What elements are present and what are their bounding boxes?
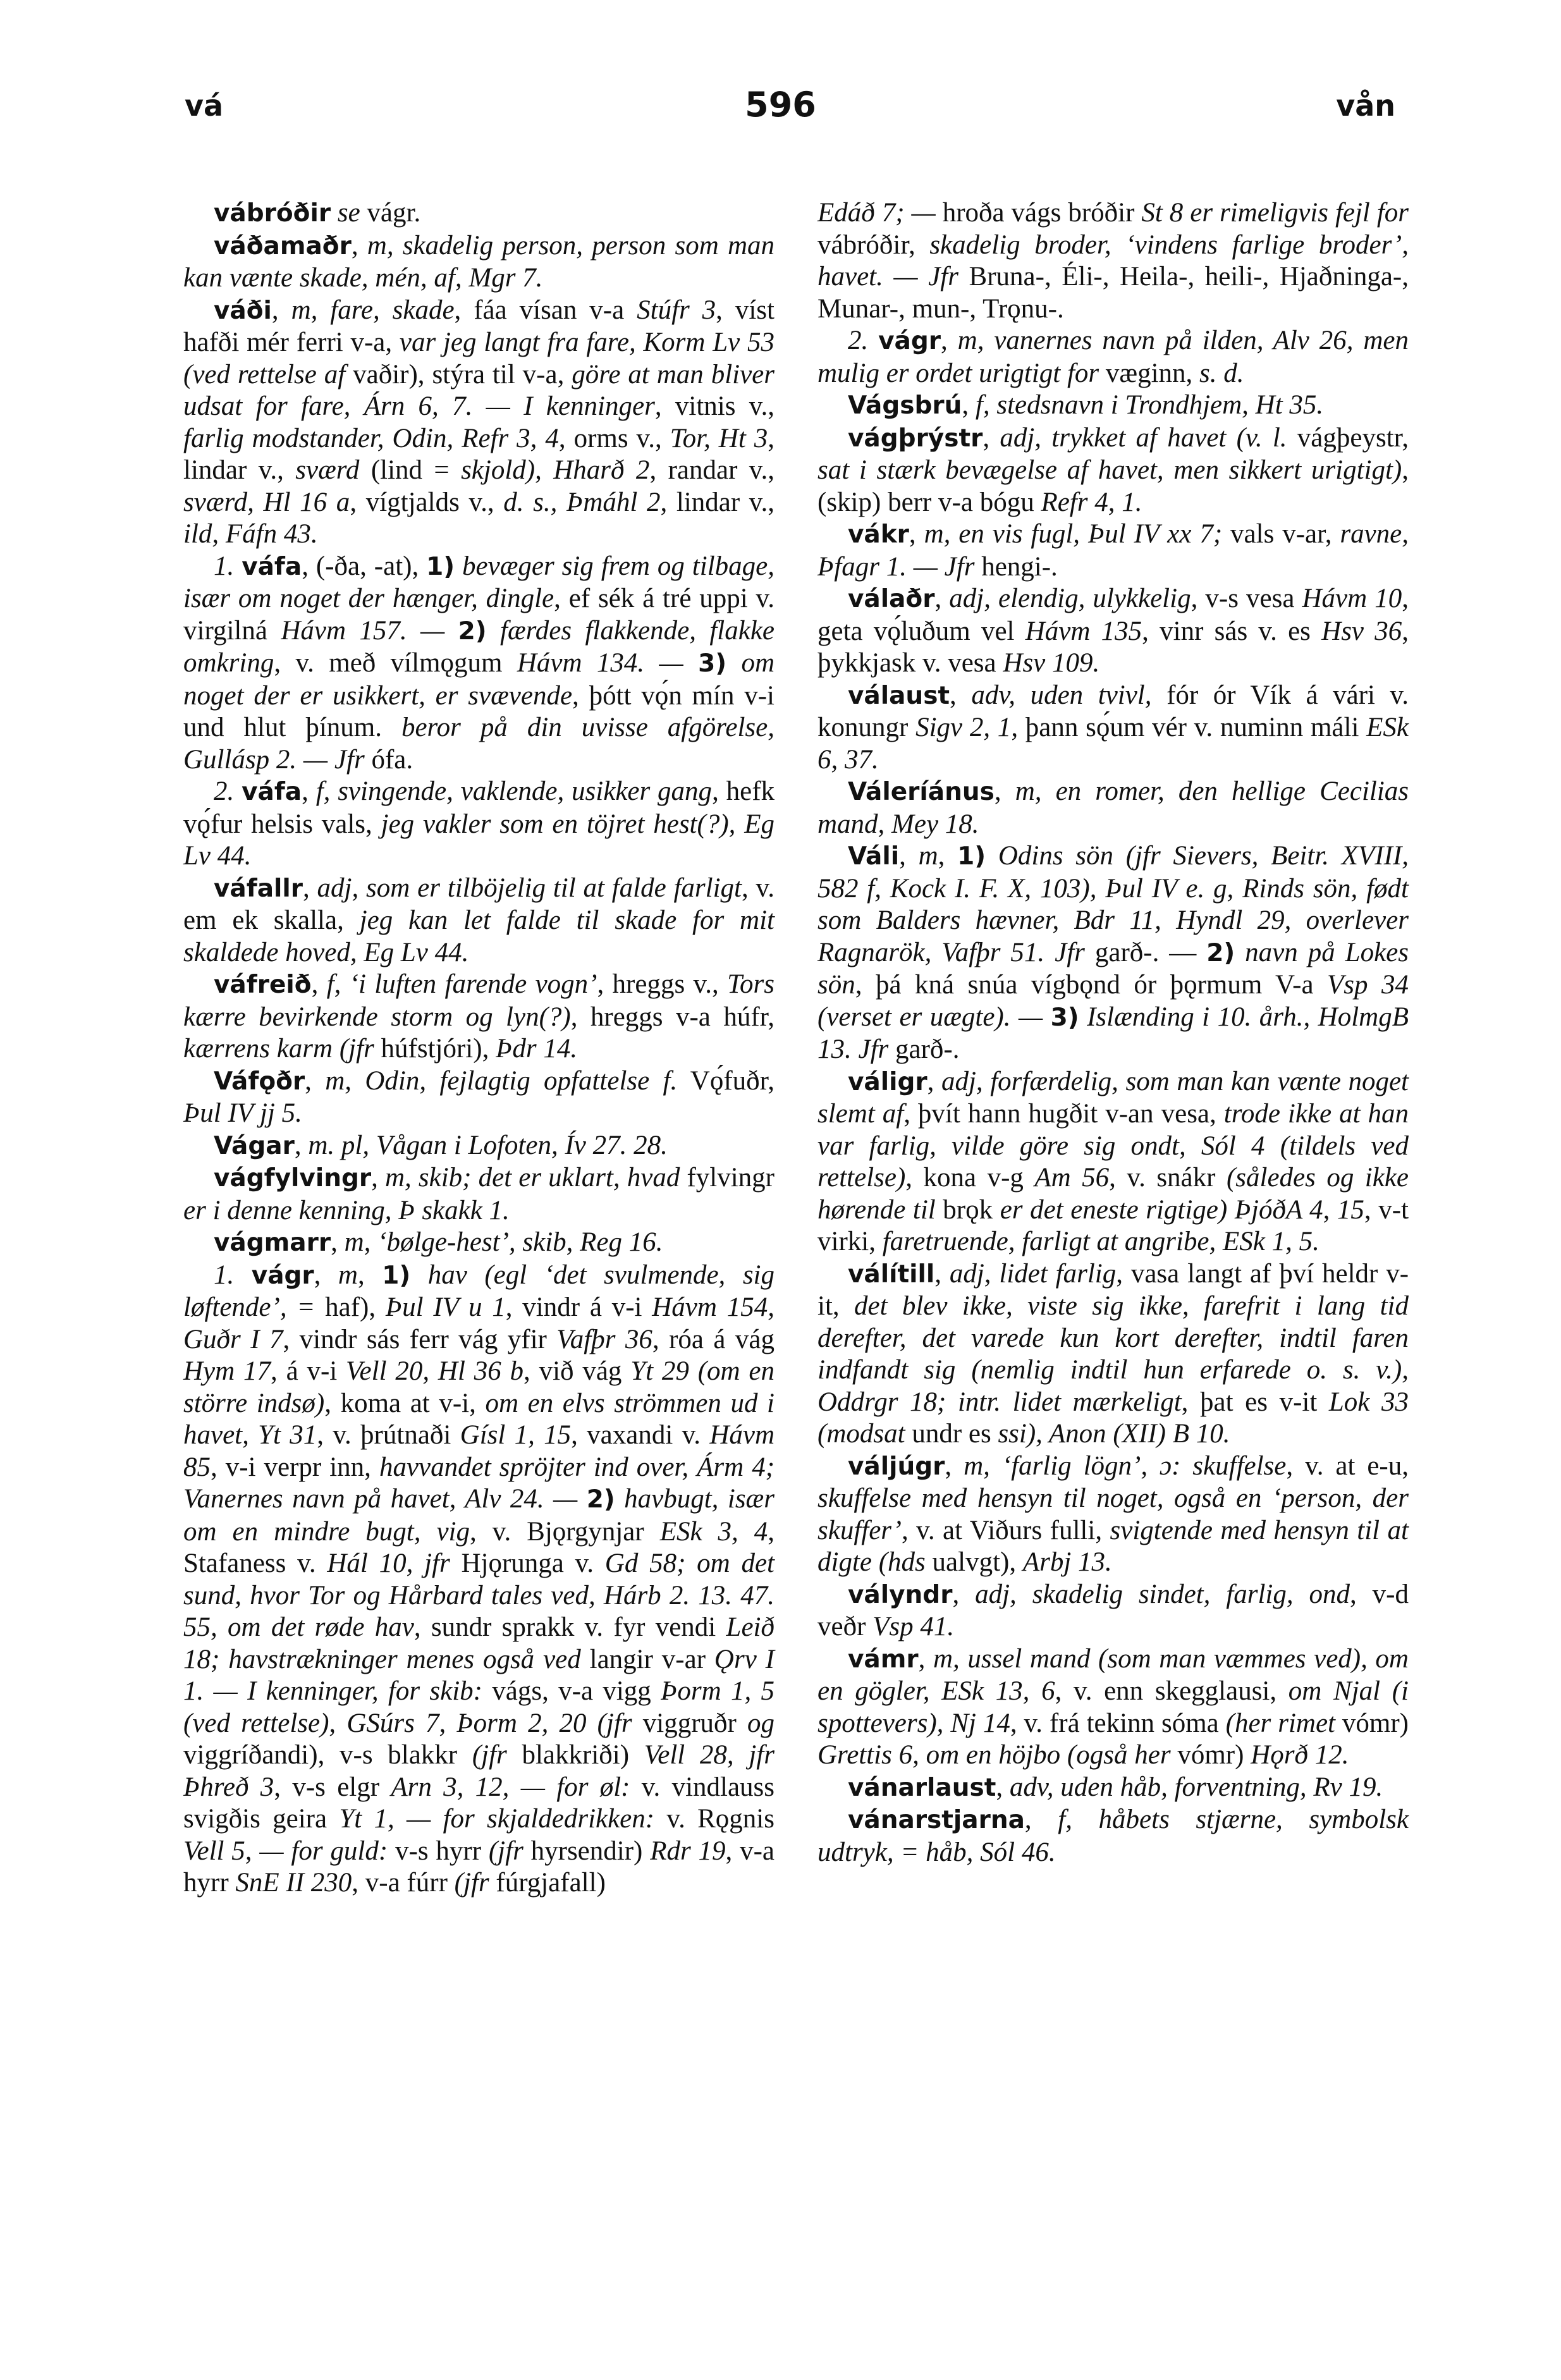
roman-text: viggríðandi), v-s blakkr	[183, 1740, 472, 1770]
italic-text: adj, skadelig sindet, farlig, ond	[975, 1579, 1350, 1609]
italic-text: m	[338, 1260, 358, 1290]
italic-text: beror på din uvisse afgörelse, Gullásp 2. — Jfr	[183, 713, 774, 775]
page-number: 596	[745, 85, 816, 125]
italic-text: St 8 er rimeligvis fejl for	[1141, 198, 1409, 228]
italic-text: Vsp 41.	[872, 1612, 955, 1641]
roman-text: , hreggs v.,	[597, 969, 728, 999]
roman-text: undr es	[905, 1419, 998, 1449]
roman-text: , vindr sás ferr vág yfir	[283, 1324, 557, 1354]
roman-text: , þvít hann hugðit v-an vesa,	[903, 1099, 1224, 1129]
roman-text: , Stafaness v.	[183, 1516, 774, 1578]
italic-text: adj, elendig, ulykkelig	[949, 584, 1191, 613]
italic-text: navn på Lokes sön	[817, 937, 1409, 1000]
roman-text: vómr)	[1170, 1740, 1251, 1770]
dictionary-entry	[817, 1451, 1409, 1579]
italic-text: adj, trykket af havet (v. l.	[1000, 422, 1287, 453]
italic-text: faretruende, farligt at angribe, ESk 1, 5.	[882, 1227, 1319, 1256]
headword: 2)	[458, 616, 487, 646]
italic-text: Stúfr 3	[637, 295, 716, 325]
italic-text: ESk 3, 4	[659, 1516, 768, 1547]
headword: vágþrýstr	[848, 424, 983, 453]
roman-text: , v-d veðr	[817, 1579, 1409, 1641]
italic-text: ESk 6, 37.	[817, 713, 1409, 775]
roman-text: , vinr sás v. es	[1142, 616, 1322, 646]
headword: Vágar	[214, 1131, 295, 1160]
roman-text: ualvgt),	[925, 1547, 1023, 1577]
dictionary-entry	[183, 230, 774, 295]
italic-text: Vsp 34 (verset er uægte). —	[817, 970, 1409, 1032]
italic-text: Rdr 19	[650, 1836, 726, 1866]
headword: váðamaðr	[214, 231, 352, 261]
dictionary-entry	[817, 325, 1409, 390]
roman-text: , v-i verpr inn,	[211, 1452, 379, 1482]
roman-text: , v-a fúrr	[352, 1868, 455, 1898]
italic-text: f, stedsnavn i Trondhjem, Ht 35.	[975, 390, 1324, 420]
headword: váfa	[242, 552, 302, 581]
italic-text: bevæger sig frem og tilbage, især om noget der hænger, dingle	[183, 551, 774, 613]
roman-text: ,	[311, 969, 327, 999]
roman-text: Hjǫrunga v.	[450, 1549, 605, 1578]
italic-text: Hávm 85	[183, 1420, 775, 1482]
roman-text: , randar v.,	[649, 455, 774, 485]
dictionary-entry	[817, 583, 1409, 680]
roman-text: , fáa vísan v-a	[454, 295, 637, 325]
italic-text: Refr 4, 1.	[1041, 487, 1142, 517]
italic-text: adv, uden tvivl,	[971, 680, 1152, 710]
roman-text: ,	[934, 584, 950, 613]
italic-text: jeg kan let falde til skade for mit skaldede hoved, Eg Lv 44.	[183, 905, 774, 967]
italic-text: Þdr 14.	[496, 1034, 578, 1064]
roman-text: brǫk	[935, 1194, 1000, 1225]
roman-text: ,	[994, 776, 1015, 806]
headword: Váleríánus	[848, 778, 995, 806]
headword: vábróðir	[214, 199, 331, 228]
roman-text: Bruna-, Éli-, Heila-, heili-, Hjaðninga-, Munar-, mun-, Trǫnu-.	[817, 262, 1409, 324]
italic-text: var jeg langt fra fare, Korm Lv 53 (ved rettelse af	[183, 328, 774, 390]
italic-text: havvandet spröjter ind over, Árm 4; Vanernes navn på havet, Alv 24. —	[183, 1452, 775, 1514]
headword: vánarstjarna	[848, 1806, 1025, 1834]
roman-text: , róa á vág	[652, 1324, 774, 1354]
roman-text: garð-. —	[1084, 937, 1207, 967]
roman-text: , þá kná snúa vígbǫnd ór þǫrmum V-a	[855, 970, 1328, 1000]
italic-text: Tors kærre bevirkende storm og lyn(?)	[183, 969, 774, 1032]
headword: 3)	[698, 649, 727, 678]
italic-text: s. d.	[1199, 358, 1244, 388]
headword: válítill	[848, 1260, 935, 1289]
italic-text: sværd, Hl 16 a	[183, 487, 350, 517]
italic-text: Hávm 134. —	[517, 648, 699, 678]
roman-text: haf),	[315, 1292, 386, 1322]
roman-text: , hefk vǫ́fur helsis vals,	[183, 776, 775, 839]
dictionary-entry	[817, 390, 1409, 422]
roman-text: ,	[271, 295, 291, 325]
roman-text: , orms v.,	[558, 423, 670, 453]
italic-text: m, en romer, den hellige Cecilias mand, Mey 18.	[817, 776, 1409, 839]
roman-text: fór ór Vík á vári v. konungr	[817, 680, 1409, 742]
roman-text: , vígtjalds v.,	[350, 487, 504, 517]
italic-text: Edáð 7; —	[817, 198, 943, 228]
italic-text: Hávm 10	[1302, 584, 1402, 613]
italic-text: Tor, Ht 3	[670, 423, 768, 453]
italic-text: m, ‘farlig lögn’, ɔ: skuffelse	[964, 1451, 1287, 1481]
roman-text: , víst hafði mér ferri v-a,	[183, 295, 774, 357]
italic-text: sværd	[295, 455, 360, 485]
roman-text: , v. snákr	[1109, 1163, 1227, 1193]
right-column	[817, 197, 1409, 1868]
roman-text: , v. em ek skalla,	[183, 873, 774, 935]
roman-text: , hreggs v-a húfr,	[570, 1002, 774, 1032]
italic-text: (her rimet	[1225, 1708, 1335, 1738]
dictionary-entry	[183, 1227, 774, 1260]
roman-text: (lind =	[359, 455, 462, 485]
italic-text: skuffelse med hensyn til noget, også en ‘person, der skuffer’	[817, 1483, 1409, 1545]
italic-text: m, Odin, fejlagtig opfattelse f.	[325, 1065, 678, 1096]
italic-text: adj, som er tilböjelig til at falde farligt	[317, 873, 742, 903]
italic-text: Vell 28, jfr Þhreð 3	[183, 1740, 774, 1802]
roman-text: ,	[351, 230, 367, 261]
roman-text: , v. með vílmǫgum	[274, 648, 517, 678]
roman-text: , (-ða, -at),	[302, 551, 427, 581]
italic-text: om en elvs strömmen ud i havet, Yt 31	[183, 1388, 774, 1450]
roman-text: vaðir), stýra til v-a,	[345, 359, 572, 390]
roman-text: , þykkjask v. vesa	[817, 616, 1409, 678]
italic-text: (jfr	[454, 1868, 489, 1898]
italic-text: SnE II 230	[235, 1868, 352, 1898]
italic-text: adj, lidet farlig	[949, 1258, 1117, 1289]
dictionary-entry	[183, 1162, 774, 1227]
roman-text: blakkriði)	[506, 1740, 644, 1770]
headword: 2)	[1206, 938, 1235, 967]
dictionary-entry	[183, 295, 774, 551]
italic-text: Islænding i 10. årh., HolmgB 13. Jfr	[817, 1002, 1409, 1064]
italic-text: m, ussel mand (som man væmmes ved), om en gögler, ESk 13, 6	[817, 1643, 1409, 1706]
italic-text: farlig modstander, Odin, Refr 3, 4	[183, 423, 559, 453]
dictionary-entry	[183, 1260, 774, 1899]
roman-text: ,	[302, 776, 316, 806]
italic-text: kærrens karm (jfr	[183, 1034, 374, 1064]
italic-text: m. pl, Vågan i Lofoten, Ív 27. 28.	[308, 1130, 668, 1160]
roman-text: ófa.	[364, 744, 413, 775]
roman-text: , á v-i	[271, 1356, 346, 1386]
roman-text: , vasa langt af því heldr v-it,	[817, 1258, 1409, 1321]
roman-text: ,	[1024, 1805, 1058, 1834]
roman-text: ,	[294, 1130, 309, 1160]
roman-text: vómr)	[1335, 1708, 1409, 1738]
roman-text: , v. at Viðurs fulli,	[901, 1515, 1110, 1545]
headword: válaðr	[848, 585, 935, 613]
dictionary-entry	[183, 969, 774, 1065]
italic-text: svigtende med hensyn til at digte (hds	[817, 1515, 1409, 1577]
italic-text: Am 56	[1034, 1163, 1110, 1193]
dictionary-entry	[817, 422, 1409, 519]
dictionary-entry	[183, 1065, 774, 1130]
roman-text: , lindar v.,	[183, 423, 774, 485]
running-head-left: vá	[185, 89, 224, 123]
running-head-right: vån	[1336, 89, 1395, 123]
italic-text: adj, forfærdelig, som man kan vænte noget slemt af	[817, 1066, 1409, 1129]
dictionary-entry	[817, 1579, 1409, 1643]
dictionary-entry	[183, 551, 774, 776]
italic-text: f, håbets stjærne, symbolsk udtryk, = håb, Sól 46.	[817, 1805, 1409, 1867]
italic-text: (jfr	[472, 1740, 507, 1770]
dictionary-entry	[183, 197, 774, 230]
italic-text: göre at man bliver udsat for fare, Árn 6, 7. — I kenninger	[183, 359, 774, 421]
headword: 1)	[382, 1261, 411, 1290]
roman-text: vágr.	[360, 198, 421, 228]
roman-text: ,	[952, 1579, 976, 1609]
headword: 1)	[426, 552, 455, 581]
italic-text: adv, uden håb, forventning, Rv 19.	[1009, 1772, 1383, 1802]
headword: Vágsbrú	[848, 391, 962, 420]
roman-text: ,	[927, 1066, 941, 1096]
italic-text: Hávm 135	[1025, 616, 1142, 646]
headword: vágr	[878, 327, 941, 355]
headword: válaust	[848, 681, 950, 710]
headword: váljúgr	[848, 1452, 945, 1481]
headword: váligr	[848, 1067, 927, 1096]
italic-text: Gísl 1, 15	[460, 1420, 572, 1450]
roman-text: vábróðir,	[817, 230, 930, 260]
italic-text: ild, Fáfn 43.	[183, 519, 318, 549]
italic-text: Ǫrv I 1. — I kenninger, for skib:	[183, 1644, 774, 1706]
roman-text: , (skip) berr v-a bógu	[817, 455, 1409, 517]
roman-text: , koma at v-i,	[324, 1388, 486, 1418]
roman-text: ,	[945, 1451, 964, 1481]
roman-text: , kona v-g	[905, 1163, 1035, 1193]
roman-text: ,	[983, 422, 1000, 453]
headword: vágmarr	[214, 1229, 331, 1257]
italic-text: Yt 29 (om en större indsø)	[183, 1356, 774, 1418]
headword: 2)	[586, 1485, 615, 1514]
roman-text: ,	[314, 1260, 338, 1290]
italic-text: m, en vis fugl, Þul IV xx 7;	[924, 519, 1223, 549]
roman-text: , vindr á v-i	[505, 1292, 652, 1322]
roman-text: ,	[918, 1643, 933, 1674]
italic-text: Þul IV jj 5.	[183, 1098, 302, 1128]
roman-text: , v-t virki,	[817, 1194, 1409, 1256]
italic-text: sat i stærk bevægelse af havet, men sikkert urigtigt)	[817, 455, 1402, 485]
headword: 3)	[1050, 1003, 1079, 1032]
roman-text: ,	[962, 390, 976, 420]
italic-text: jeg vakler som en töjret hest(?), Eg Lv 44.	[183, 809, 774, 871]
dictionary-entry	[817, 1643, 1409, 1772]
roman-text: ,	[909, 519, 924, 549]
italic-text: Hsv 36	[1321, 616, 1402, 646]
italic-text: Þorm 1, 5 (ved rettelse), GSúrs 7, Þorm 2, 20 (jfr	[183, 1676, 774, 1738]
italic-text: og	[747, 1708, 774, 1738]
dictionary-entry	[817, 197, 1409, 325]
italic-text: m, skadelig person, person som man kan vænte skade, mén, af, Mgr 7.	[183, 230, 774, 293]
dictionary-entry	[817, 1066, 1409, 1258]
italic-text: m, ‘bølge-hest’, skib, Reg 16.	[344, 1227, 663, 1257]
roman-text: , v. at e-u,	[1286, 1451, 1409, 1481]
headword: vágfylvingr	[214, 1164, 372, 1193]
italic-text: Odins sön (jfr Sievers, Beitr. XVIII, 582 f, Kock I. F. X, 103), Þul IV e. g, Rinds sön, født som Balders hævner, Bdr 11, Hyndl 29, overlever Ragnarök, Vafþr 51. Jfr	[817, 841, 1409, 967]
roman-text: ,	[950, 680, 972, 710]
roman-text: v. vindlauss svigðis geira	[183, 1772, 775, 1834]
roman-text: ,	[303, 873, 317, 903]
roman-text: , sundr sprakk v. fyr vendi	[413, 1612, 726, 1642]
italic-text: 1.	[214, 1260, 252, 1290]
italic-text: havbugt, især om en mindre bugt, vig	[183, 1484, 774, 1547]
roman-text: , vitnis v.,	[654, 391, 774, 421]
roman-text: , geta vǫ́luðum vel	[817, 584, 1409, 646]
roman-text: , þat es v-it	[1181, 1387, 1329, 1417]
italic-text: Hsv 109.	[1003, 648, 1100, 678]
italic-text: Arn 3, 12, — for øl:	[391, 1772, 630, 1802]
italic-text: hav (egl ‘det svulmende, sig løftende’, =	[183, 1260, 774, 1322]
roman-text: vágs, v-a vigg	[482, 1676, 661, 1706]
headword: váfallr	[214, 874, 303, 903]
italic-text: ravne, Þfagr 1. — Jfr	[817, 519, 1409, 582]
dictionary-entry	[183, 1130, 774, 1163]
italic-text: f, ‘i luften farende vogn’	[326, 969, 597, 999]
italic-text: om Njal (i spottevers), Nj 14	[817, 1676, 1409, 1738]
dictionary-entry	[817, 1772, 1409, 1805]
roman-text: Vǫ́fuðr,	[677, 1065, 774, 1096]
roman-text: , v. frá tekinn sóma	[1010, 1708, 1226, 1738]
roman-text: hengi-.	[974, 551, 1058, 582]
italic-text: Sigv 2, 1	[915, 713, 1012, 742]
roman-text: fúrgjafall)	[489, 1868, 606, 1898]
italic-text: om noget der er usikkert, er svævende	[183, 648, 774, 711]
headword: váfa	[242, 778, 302, 806]
roman-text: ,	[371, 1163, 385, 1193]
roman-text: , þann sǫ́um vér v. numinn máli	[1011, 713, 1367, 742]
roman-text: ,	[938, 841, 958, 871]
italic-text: (således og ikke hørende til	[817, 1163, 1409, 1225]
headword: váði	[214, 296, 272, 325]
italic-text: Hym 17	[183, 1356, 271, 1386]
roman-text: hroða vágs bróðir	[942, 198, 1142, 228]
italic-text: Lok 33 (modsat	[817, 1387, 1409, 1449]
italic-text: m, skib; det er uklart, hvad	[385, 1163, 680, 1193]
roman-text: langir v-ar	[580, 1644, 714, 1674]
headword: vánarlaust	[848, 1773, 996, 1802]
roman-text: garð-.	[888, 1034, 960, 1064]
dictionary-entry	[183, 873, 774, 969]
headword: váfreið	[214, 971, 312, 999]
roman-text: ,	[934, 1258, 950, 1289]
headword: Váli	[848, 842, 900, 871]
dictionary-entry	[817, 840, 1409, 1066]
italic-text: 2.	[848, 326, 879, 355]
roman-text: ,	[357, 1260, 383, 1290]
italic-text: Hávm 154, Guðr I 7	[183, 1292, 774, 1354]
roman-text: , v. þrútnaði	[317, 1420, 460, 1450]
roman-text: , lindar v.,	[660, 487, 775, 517]
italic-text: Hál 10, jfr	[327, 1549, 450, 1578]
roman-text: ,	[941, 326, 958, 355]
roman-text: , ef sék á tré uppi v. virgilná	[183, 584, 774, 646]
italic-text: d. s., Þmáhl 2	[503, 487, 661, 517]
headword: vámr	[848, 1645, 919, 1674]
roman-text: vágþeystr,	[1287, 422, 1409, 453]
italic-text: m, vanernes navn på ilden, Alv 26, men mulig er ordet urigtigt for	[817, 326, 1409, 388]
italic-text: skadelig broder, ‘vindens farlige broder’, havet. — Jfr	[817, 230, 1409, 291]
roman-text: , vaxandi v.	[571, 1420, 710, 1450]
italic-text: Vell 5, — for guld:	[183, 1836, 388, 1866]
italic-text: Leið 18; havstrækninger menes også ved	[183, 1612, 774, 1674]
dictionary-entry	[817, 518, 1409, 583]
italic-text: det blev ikke, viste sig ikke, farefrit i lang tid derefter, det varede kun kort derefter, indtil faren indfandt sig (nemlig indtil hun erfarede o. s. v.), Oddrgr 18; intr. lidet mærkeligt	[817, 1291, 1409, 1417]
roman-text: væginn,	[1099, 358, 1200, 388]
left-column	[183, 197, 774, 1899]
roman-text: , v-s elgr	[274, 1772, 391, 1802]
roman-text: v. Rǫgnis	[654, 1804, 774, 1834]
italic-text: Þul IV u 1	[385, 1292, 506, 1322]
italic-text: 1.	[214, 551, 242, 581]
italic-text: Vafþr 36	[556, 1324, 652, 1354]
roman-text: , v-s vesa	[1191, 584, 1302, 613]
italic-text: (jfr	[488, 1836, 523, 1866]
italic-text: Hǫrð 12.	[1251, 1740, 1349, 1770]
roman-text: fylvingr	[680, 1163, 775, 1193]
italic-text: færdes flakkende, flakke omkring	[183, 615, 774, 678]
dictionary-entry	[817, 1258, 1409, 1451]
italic-text: er i denne kenning, Þ skakk 1.	[183, 1195, 510, 1225]
italic-text: ssi), Anon (XII) B 10.	[998, 1419, 1230, 1449]
roman-text: vals v-ar,	[1222, 519, 1340, 549]
roman-text: , v. enn skegglausi,	[1055, 1676, 1289, 1706]
roman-text: ,	[899, 841, 919, 871]
italic-text: Yt 1, — for skjaldedrikken:	[339, 1804, 655, 1834]
roman-text: , við vág	[523, 1356, 631, 1386]
roman-text: v-s hyrr	[388, 1836, 489, 1866]
italic-text: f, svingende, vaklende, usikker gang	[315, 776, 713, 806]
dictionary-entry	[817, 680, 1409, 776]
roman-text: húfstjóri),	[374, 1034, 496, 1064]
italic-text: skjold), Hharð 2	[461, 455, 650, 485]
italic-text: er det eneste rigtige) ÞjóðA 4, 15	[1000, 1194, 1364, 1225]
dictionary-entry	[817, 776, 1409, 840]
headword: Váfǫðr	[214, 1067, 305, 1096]
roman-text: , v-a hyrr	[183, 1836, 774, 1898]
italic-text: m, fare, skade	[291, 295, 455, 325]
italic-text: Grettis 6, om en höjbo (også her	[817, 1740, 1171, 1770]
italic-text: Arbj 13.	[1022, 1547, 1112, 1577]
roman-text: viggruðr	[632, 1708, 747, 1738]
headword: vágr	[251, 1261, 314, 1290]
roman-text: hyrsendir)	[523, 1836, 651, 1866]
italic-text: se	[331, 198, 360, 228]
italic-text: Hávm 157. —	[281, 615, 458, 646]
roman-text: ,	[331, 1227, 345, 1257]
roman-text: ,	[305, 1065, 326, 1096]
headword: vákr	[848, 520, 909, 549]
roman-text: ,	[996, 1772, 1010, 1802]
dictionary-entry	[183, 776, 774, 873]
italic-text: m	[918, 841, 938, 871]
italic-text: 2.	[214, 776, 242, 806]
headword: vályndr	[848, 1580, 953, 1609]
dictionary-entry	[817, 1804, 1409, 1868]
headword: 1)	[957, 842, 986, 871]
italic-text: Vell 20, Hl 36 b	[346, 1356, 524, 1386]
italic-text: Gd 58; om det sund, hvor Tor og Hårbard tales ved, Hárb 2. 13. 47. 55, om det røde hav	[183, 1549, 774, 1642]
roman-text: , v. Bjǫrgynjar	[470, 1516, 660, 1547]
italic-text: trode ikke at han var farlig, vilde göre sig ondt, Sól 4 (tildels ved rettelse)	[817, 1099, 1409, 1193]
roman-text: , þótt vǫ́n mín v-i und hlut þínum.	[183, 680, 774, 742]
